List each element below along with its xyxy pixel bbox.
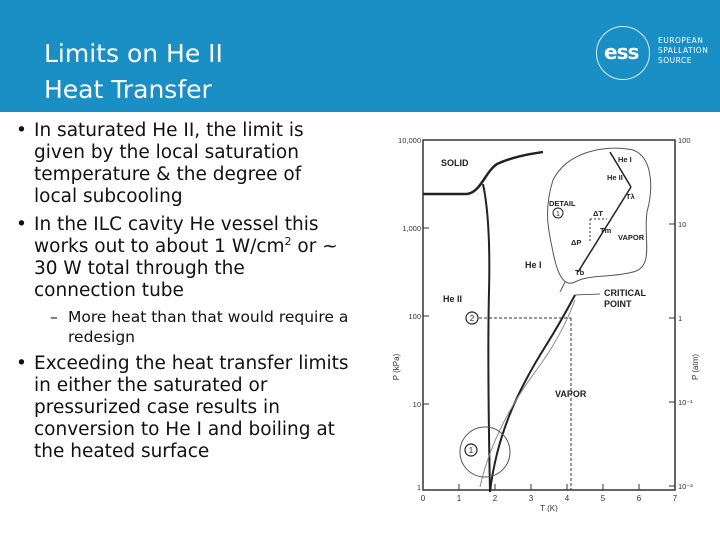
title-banner [0,0,720,112]
region-solid-label: SOLID [441,158,469,168]
detail-callout-pointer [560,282,565,292]
marker-1: 1 [468,446,474,455]
detail-dP-label: ΔP [571,238,582,247]
region-he2-label: He II [443,294,463,304]
x-tick-6: 6 [636,494,642,503]
x-tick-marks [423,484,675,490]
detail-dT-label: ΔT [593,209,603,218]
x-tick-5: 5 [600,494,606,503]
slide-title [44,36,223,108]
critical-point-label-1: CRITICAL [604,288,646,298]
detail-T-lambda-label: Tλ [626,192,635,201]
y-tick-left-100: 100 [408,312,421,321]
x-tick-2: 2 [492,494,498,503]
logo-text [658,36,708,66]
critical-point-pointer [575,294,600,295]
superscript-2: 2 [284,234,292,248]
detail-marker-1: 1 [556,211,560,218]
helium-phase-diagram [385,132,700,517]
y-tick-marks [423,140,675,490]
y-axis-label-left: P (kPa) [392,353,401,381]
region-he1-label: He I [525,260,542,270]
y-tick-right-10: 10 [678,220,687,229]
bullet-exceeding-limits: • Exceeding the heat transfer limits in either the saturated or pressurized case results in conversion to He I and boiling at the heated surface [14,353,349,463]
detail-he1-label: He I [618,155,632,164]
detail-Tb-label: Tb [575,268,585,277]
region-vapor-label: VAPOR [555,389,587,399]
x-tick-1: 1 [456,494,462,503]
detail-Tm-label: Tm [600,226,612,235]
logo-line-2: SPALLATION [658,46,709,55]
y-tick-right-0.01: 10⁻² [678,482,693,491]
x-axis-label: T (K) [540,504,558,512]
x-tick-7: 7 [672,494,678,503]
y-axis-label-right: P (atm) [691,353,700,381]
detail-vapor-label: VAPOR [618,233,645,242]
logo-mark: ess [604,40,639,64]
bullet-ilc-text-2: or ~ 30 W total through the connection tube [34,236,338,301]
y-tick-right-0.1: 10⁻¹ [678,398,693,407]
detail-label: DETAIL [549,199,576,208]
marker-2: 2 [469,314,475,323]
x-tick-4: 4 [564,494,570,503]
ess-logo [596,24,709,80]
title-line-2: Heat Transfer [44,75,212,104]
logo-line-1: EUROPEAN [658,36,704,45]
y-tick-right-1: 1 [678,314,683,323]
sub-bullet-redesign: – More heat than that would require a redesign [14,308,349,347]
critical-point-label-2: POINT [604,299,632,309]
y-tick-left-10000: 10,000 [398,136,421,145]
lambda-line [483,184,490,492]
x-tick-0: 0 [420,494,426,503]
x-tick-3: 3 [528,494,534,503]
bullet-ilc-cavity [14,214,349,302]
phase-diagram-svg [385,132,700,512]
logo-line-3: SOURCE [658,56,692,65]
bullet-list [14,120,349,469]
bullet-ilc-text-1: In the ILC cavity He vessel this works out to about 1 W/cm [34,214,319,257]
y-tick-left-10: 10 [412,400,421,409]
bullet-saturated-limit: • In saturated He II, the limit is given by the local saturation temperature & the degree of local subcooling [14,120,349,208]
detail-he2-label: He II [607,173,623,182]
y-tick-right-100: 100 [678,136,691,145]
plot-frame [423,140,675,490]
title-line-1: Limits on He II [44,39,223,68]
y-tick-left-1000: 1,000 [402,224,421,233]
y-tick-left-1: 1 [416,483,421,492]
